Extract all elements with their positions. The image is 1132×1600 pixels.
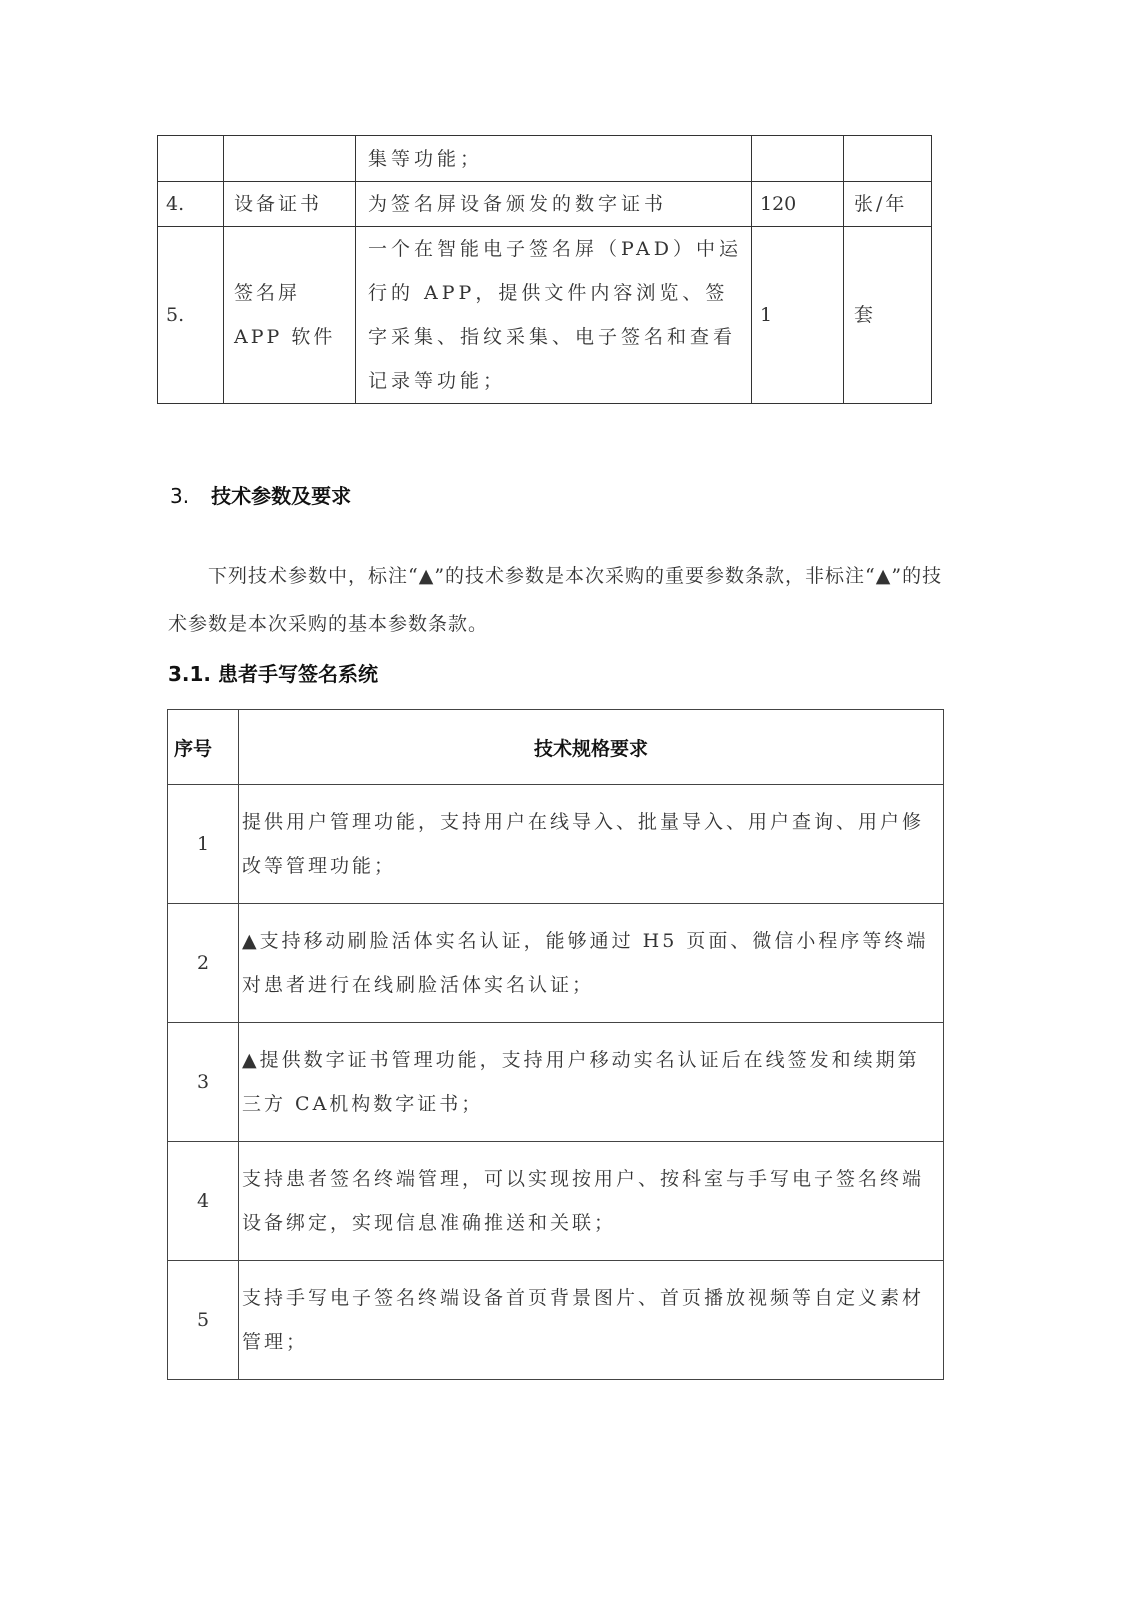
tech-spec-table — [167, 709, 944, 1380]
item-name — [224, 136, 356, 182]
table-row — [158, 227, 932, 404]
item-unit: 张/年 — [844, 182, 932, 227]
item-desc: 集等功能； — [356, 136, 752, 182]
header-spec: 技术规格要求 — [239, 710, 944, 785]
section-number: 3. — [170, 484, 190, 508]
item-qty: 120 — [752, 182, 844, 227]
section-title: 技术参数及要求 — [211, 484, 352, 508]
item-unit: 套 — [844, 227, 932, 404]
row-index: 4 — [168, 1142, 239, 1261]
row-text: 支持手写电子签名终端设备首页背景图片、首页播放视频等自定义素材管理； — [239, 1261, 944, 1380]
item-name: 签名屏 APP 软件 — [224, 227, 356, 404]
item-qty — [752, 136, 844, 182]
row-text: ▲支持移动刷脸活体实名认证，能够通过 H5 页面、微信小程序等终端对患者进行在线刷脸活体实名认证； — [239, 904, 944, 1023]
item-desc: 为签名屏设备颁发的数字证书 — [356, 182, 752, 227]
row-text: 提供用户管理功能，支持用户在线导入、批量导入、用户查询、用户修改等管理功能； — [239, 785, 944, 904]
table-row — [168, 1261, 944, 1380]
table-row — [168, 904, 944, 1023]
row-text: 支持患者签名终端管理，可以实现按用户、按科室与手写电子签名终端设备绑定，实现信息准确推送和关联； — [239, 1142, 944, 1261]
row-index: 3 — [168, 1023, 239, 1142]
item-name: 设备证书 — [224, 182, 356, 227]
paragraph-text: 下列技术参数中，标注“▲”的技术参数是本次采购的重要参数条款，非标注“▲”的技术参数是本次采购的基本参数条款。 — [168, 565, 943, 635]
subsection-heading: 3.1. 患者手写签名系统 — [168, 662, 378, 686]
header-seq: 序号 — [168, 710, 239, 785]
table-header-row — [168, 710, 944, 785]
table-row — [158, 182, 932, 227]
table-row — [168, 1023, 944, 1142]
row-index: 2 — [168, 904, 239, 1023]
procurement-items-table — [157, 135, 932, 404]
section-heading — [170, 480, 351, 509]
row-index: 1 — [168, 785, 239, 904]
table-row — [168, 785, 944, 904]
intro-paragraph — [168, 552, 948, 648]
item-unit — [844, 136, 932, 182]
item-desc: 一个在智能电子签名屏（PAD）中运行的 APP，提供文件内容浏览、签字采集、指纹采集、电子签名和查看记录等功能； — [356, 227, 752, 404]
row-text: ▲提供数字证书管理功能，支持用户移动实名认证后在线签发和续期第三方 CA机构数字证书； — [239, 1023, 944, 1142]
table-row — [158, 136, 932, 182]
item-no: 5. — [158, 227, 224, 404]
item-qty: 1 — [752, 227, 844, 404]
item-no — [158, 136, 224, 182]
row-index: 5 — [168, 1261, 239, 1380]
table-row — [168, 1142, 944, 1261]
item-no: 4. — [158, 182, 224, 227]
